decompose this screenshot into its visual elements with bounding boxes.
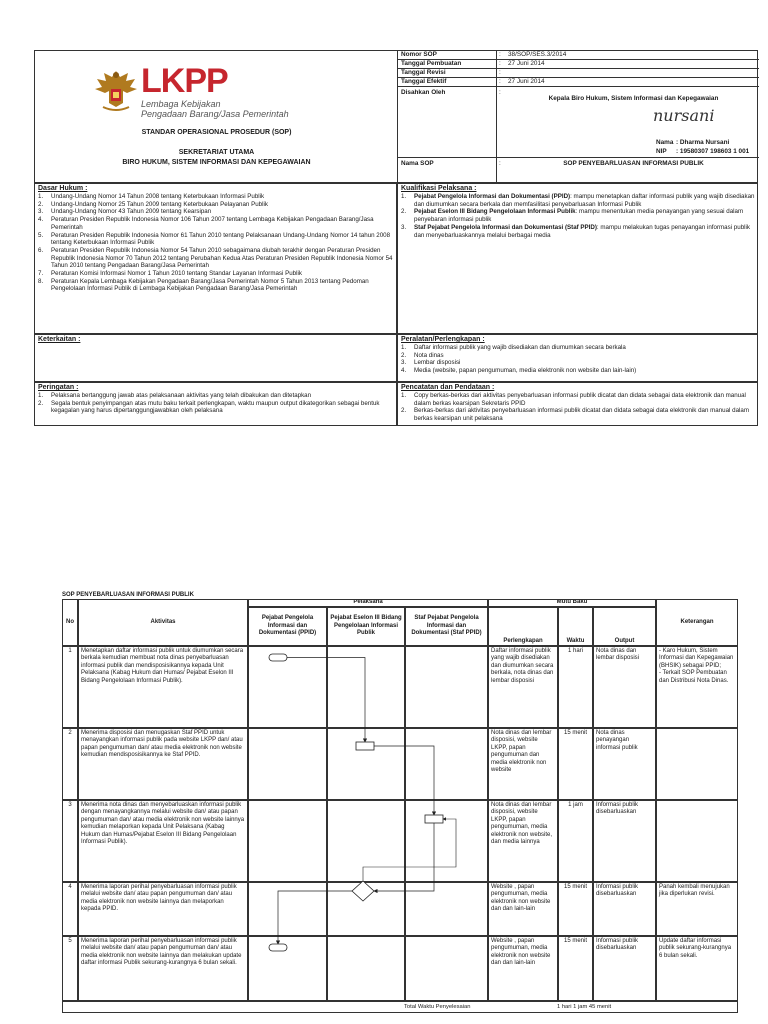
row-output: Informasi publik disebarluaskan	[593, 882, 656, 936]
approver-title: Kepala Biro Hukum, Sistem Informasi dan Kepegawaian	[548, 95, 719, 102]
item-text: Berkas-berkas dari aktivitas penyebarluasan informasi publik dicatat dan didata sebagai data elektronik dan manual dalam berkas kearsipan unit pelaksana	[414, 407, 750, 423]
peringatan-item	[38, 400, 396, 415]
row-waktu: 15 menit	[558, 882, 593, 936]
pencatatan-title: Pencatatan dan Pendataan :	[401, 384, 495, 391]
item-text: Lembar disposisi	[414, 359, 461, 367]
row-no: 5	[62, 936, 78, 1001]
dasar-hukum-item	[38, 270, 396, 278]
row-keterangan: Panah kembali menujukan jika diperlukan revisi.	[656, 882, 738, 936]
kualifikasi-section	[397, 183, 758, 334]
item-text: Media (website, papan pengumuman, media elektronik non website dan lain-lain)	[414, 367, 637, 375]
item-text: Segala bentuk penyimpangan atas mutu baku terkait perlengkapan, waktu maupun output dikategorikan sebagai bentuk kegagalan yang harus dipertanggungjawabkan oleh pelaksana	[51, 399, 380, 415]
col-mutu-baku: Mutu Baku	[488, 599, 656, 607]
pencatatan-item	[401, 407, 757, 422]
dasar-hukum-title: Dasar Hukum :	[38, 185, 88, 192]
row-perlengkapan: Nota dinas dan lembar disposisi, website LKPP, papan pengumuman, media elektronik non website, dan media lainnya	[488, 800, 558, 882]
meta-label: Tanggal Revisi	[401, 69, 446, 76]
row-lane	[248, 936, 327, 1001]
col-pelaksana: Pelaksana	[248, 599, 488, 607]
row-keterangan	[656, 728, 738, 800]
row-lane	[327, 882, 405, 936]
row-lane	[405, 882, 488, 936]
approver-name: : Dharma Nursani	[676, 139, 730, 146]
row-lane	[405, 646, 488, 728]
item-number: 1.	[401, 344, 407, 351]
meta-label: Nama SOP	[401, 160, 434, 167]
item-number: 2.	[38, 399, 44, 407]
total-row	[62, 1001, 738, 1013]
row-lane	[327, 936, 405, 1001]
approver-nip: : 19580307 198603 1 001	[676, 148, 750, 155]
col-aktivitas: Aktivitas	[78, 599, 248, 646]
pencatatan-list	[398, 392, 757, 423]
kualifikasi-item	[401, 208, 757, 223]
row-lane	[405, 728, 488, 800]
kualifikasi-item	[401, 193, 757, 208]
item-number: 7.	[38, 270, 44, 278]
dasar-hukum-item	[38, 193, 396, 201]
meta-label: Tanggal Pembuatan	[401, 60, 462, 67]
meta-colon: :	[496, 69, 501, 77]
row-no: 2	[62, 728, 78, 800]
item-number: 1.	[38, 392, 44, 399]
row-aktivitas: Menerima disposisi dan menugaskan Staf PPID untuk menayangkan informasi publik pada website LKPP dan/ atau papan pengumuman dan/ atau media elektronik non website kemudian mendisposisikannya ke Staf PPID.	[78, 728, 248, 800]
meta-colon: :	[496, 78, 501, 86]
peralatan-item	[401, 344, 757, 352]
row-perlengkapan: Website , papan pengumuman, media elektronik non website dan dan lain-lain	[488, 882, 558, 936]
row-waktu: 15 menit	[558, 936, 593, 1001]
row-keterangan: Update daftar informasi publik sekurang-kurangnya 6 bulan sekali.	[656, 936, 738, 1001]
row-output: Nota dinas dan lembar disposisi	[593, 646, 656, 728]
peralatan-title: Peralatan/Perlengkapan :	[401, 336, 485, 343]
item-number: 4.	[401, 367, 407, 375]
row-lane	[248, 646, 327, 728]
item-number: 2.	[401, 351, 407, 359]
kualifikasi-list	[398, 193, 757, 239]
item-text: : mampu melakukan tugas penayangan informasi publik dan menyebarluaskannya melalui berbagai media	[414, 223, 750, 239]
dasar-hukum-item	[38, 247, 396, 270]
row-keterangan: - Karo Hukum, Sistem Informasi dan Kepegawaian (BHSIK) sebagai PPID; - Terkait SOP Pembuatan dan Distribusi Nota Dinas.	[656, 646, 738, 728]
meta-efektif-value: 27 Juni 2014	[508, 78, 545, 85]
col-perlengkapan: Perlengkapan	[488, 607, 558, 646]
item-role: Staf Pejabat Pengelola Informasi dan Dokumentasi (Staf PPID)	[414, 223, 597, 231]
row-aktivitas: Menerima nota dinas dan menyebarluaskan informasi publik dengan menayangkannya melalui website dan/ atau papan pengumuman dan/ atau media elektronik non website lainnya kemudian melaporkan kepada Unit Pelaksana (Kabag Hukum dan Humas/Pejabat Eselon III Bidang Pengelolaan Informasi Publik).	[78, 800, 248, 882]
row-lane	[327, 800, 405, 882]
row-keterangan	[656, 800, 738, 882]
row-output: Informasi publik disebarluaskan	[593, 800, 656, 882]
item-text: Pelaksana bertanggung jawab atas pelaksanaan aktivitas yang telah dibakukan dan ditetapkan	[51, 392, 312, 399]
item-number: 1.	[401, 193, 407, 200]
row-aktivitas: Menetapkan daftar informasi publik untuk diumumkan secara berkala kemudian membuat nota dinas penyebarluasan informasi publik dan mendisposisikannya kepada Unit Pelaksana (Kabag Hukum dan Humas/ Pejabat Eselon III Bidang Pengelolaan Informasi Publik).	[78, 646, 248, 728]
org-subtitle-1: Lembaga Kebijakan	[141, 99, 221, 109]
peringatan-item	[38, 392, 396, 400]
header-metadata	[398, 51, 759, 184]
unit-secretariat: SEKRETARIAT UTAMA	[178, 149, 255, 156]
meta-label: Nama	[656, 139, 674, 146]
sop-label: STANDAR OPERASIONAL PROSEDUR (SOP)	[141, 129, 292, 136]
header-identity	[35, 51, 398, 184]
dasar-hukum-item	[38, 201, 396, 209]
col-output: Output	[593, 607, 656, 646]
item-text: Undang-Undang Nomor 25 Tahun 2009 tentang Keterbukaan Pelayanan Publik	[51, 200, 268, 208]
item-number: 4.	[38, 216, 44, 224]
item-number: 6.	[38, 246, 44, 254]
peralatan-item	[401, 359, 757, 367]
item-text: Peraturan Komisi Informasi Nomor 1 Tahun 2010 tentang Standar Layanan Informasi Publik	[51, 270, 302, 278]
pencatatan-item	[401, 392, 757, 407]
dasar-hukum-item	[38, 278, 396, 293]
flow-table	[62, 599, 738, 1013]
keterkaitan-title: Keterkaitan :	[38, 336, 81, 343]
meta-pembuatan-value: 27 Juni 2014	[508, 60, 545, 67]
peringatan-section	[34, 382, 397, 426]
row-perlengkapan: Website , papan pengumuman, media elektronik non website dan dan lain-lain	[488, 936, 558, 1001]
item-text: : mampu menentukan media penayangan yang sesuai dalam penyebaran informasi publik	[414, 208, 744, 224]
item-text: : mampu menetapkan daftar informasi publik yang wajib disediakan dan diumumkan secara berkala dan memfasilitasi penyebarluasan Informasi Publik	[414, 193, 755, 208]
row-perlengkapan: Daftar informasi publik yang wajib disediakan dan diumumkan secara berkala, nota dinas dan lembar disposisi	[488, 646, 558, 728]
col-keterangan: Keterangan	[656, 599, 738, 646]
item-number: 1.	[401, 392, 407, 399]
total-label: Total Waktu Penyelesaian	[404, 1004, 471, 1010]
item-text: Copy berkas-berkas dari aktivitas penyebarluasan informasi publik dicatat dan didata sebagai data elektronik dan manual dalam berkas kearsipan Sekretaris PPID	[414, 392, 746, 407]
peralatan-item	[401, 352, 757, 360]
row-lane	[405, 800, 488, 882]
sop-name: SOP PENYEBARLUASAN INFORMASI PUBLIK	[563, 160, 704, 167]
org-subtitle-2: Pengadaan Barang/Jasa Pemerintah	[141, 109, 289, 119]
total-value: 1 hari 1 jam 45 menit	[557, 1004, 612, 1010]
meta-nomor-value: 38/SOP/SES.3/2014	[508, 51, 567, 58]
pencatatan-section	[397, 382, 758, 426]
row-waktu: 15 menit	[558, 728, 593, 800]
peralatan-section	[397, 334, 758, 382]
signature: nursani	[653, 106, 715, 125]
dasar-hukum-item	[38, 216, 396, 231]
meta-nomor-row	[398, 51, 759, 60]
garuda-emblem-icon	[93, 67, 139, 115]
item-text: Undang-Undang Nomor 43 Tahun 2009 tentang Kearsipan	[51, 208, 212, 216]
item-role: Pejabat Eselon III Bidang Pengelolaan Informasi Publik	[414, 208, 576, 216]
item-number: 3.	[401, 223, 407, 231]
row-output: Nota dinas penayangan informasi publik	[593, 728, 656, 800]
sop-header	[34, 50, 758, 183]
row-perlengkapan: Nota dinas dan lembar disposisi, website LKPP, papan pengumuman dan media elektronik non website	[488, 728, 558, 800]
item-text: Peraturan Presiden Republik Indonesia Nomor 54 Tahun 2010 sebagaimana diubah terakhir dengan Peraturan Presiden Republik Indonesia Nomor 70 Tahun 2012 tentang Perubahan Kedua Atas Peraturan Presiden Republik Indonesia Nomor 54 Tahun 2010 tentang Pengadaan Barang/Jasa Pemerintah	[51, 246, 393, 270]
item-number: 3.	[401, 359, 407, 367]
col-no: No	[62, 599, 78, 646]
flow-title: SOP PENYEBARLUASAN INFORMASI PUBLIK	[62, 592, 194, 598]
row-no: 4	[62, 882, 78, 936]
row-lane	[248, 800, 327, 882]
row-lane	[327, 728, 405, 800]
meta-efektif-row	[398, 78, 759, 87]
item-text: Undang-Undang Nomor 14 Tahun 2008 tentang Keterbukaan Informasi Publik	[51, 193, 265, 200]
meta-label: NIP	[656, 148, 667, 155]
item-number: 1.	[38, 193, 44, 200]
meta-disahkan-row	[398, 87, 759, 158]
row-aktivitas: Menerima laporan perihal penyebarluasan informasi publik melalui website dan/ atau papan pengumuman dan/ atau media elektronik non website lainnya dan melakukan update daftar informasi Publik sekurang-kurangnya 6 bulan sekali.	[78, 936, 248, 1001]
row-output: Informasi publik disebarluaskan	[593, 936, 656, 1001]
peralatan-list	[398, 344, 757, 375]
item-text: Peraturan Kepala Lembaga Kebijakan Pengadaan Barang/Jasa Pemerintah Nomor 5 Tahun 2013 tentang Pedoman Pengelolaan Informasi Publik di Lembaga Kebijakan Pengadaan Barang/Jasa Pemerintah	[51, 277, 369, 293]
unit-bureau: BIRO HUKUM, SISTEM INFORMASI DAN KEPEGAWAIAN	[122, 159, 311, 166]
item-number: 2.	[38, 200, 44, 208]
dasar-hukum-list	[35, 193, 396, 293]
meta-pembuatan-row	[398, 60, 759, 69]
dasar-hukum-item	[38, 232, 396, 247]
meta-colon: :	[496, 60, 501, 68]
row-no: 1	[62, 646, 78, 728]
item-number: 5.	[38, 231, 44, 239]
row-no: 3	[62, 800, 78, 882]
col-staf: Staf Pejabat Pengelola Informasi dan Dokumentasi (Staf PPID)	[405, 607, 488, 646]
meta-revisi-row	[398, 69, 759, 78]
row-lane	[405, 936, 488, 1001]
item-text: Peraturan Presiden Republik Indonesia Nomor 106 Tahun 2007 tentang Lembaga Kebijakan Pengadaan Barang/Jasa Pemerintah	[51, 216, 374, 231]
row-aktivitas: Menerima laporan perihal penyebarluasan informasi publik melalui website dan/ atau papan pengumuman dan/ atau media elektronik non website lainnya dan melaporkan kepada PPID.	[78, 882, 248, 936]
peringatan-list	[35, 392, 396, 415]
item-number: 8.	[38, 277, 44, 285]
dasar-hukum-item	[38, 208, 396, 216]
dasar-hukum-section	[34, 183, 397, 334]
meta-label: Tanggal Efektif	[401, 78, 447, 85]
meta-nama-sop-row	[398, 158, 759, 184]
peralatan-item	[401, 367, 757, 375]
keterkaitan-section	[34, 334, 397, 382]
org-logo-text: LKPP	[141, 62, 228, 100]
row-lane	[327, 646, 405, 728]
meta-colon: :	[496, 51, 501, 59]
col-waktu: Waktu	[558, 607, 593, 646]
row-lane	[248, 728, 327, 800]
kualifikasi-title: Kualifikasi Pelaksana :	[401, 185, 477, 192]
col-ppid: Pejabat Pengelola Informasi dan Dokumentasi (PPID)	[248, 607, 327, 646]
kualifikasi-item	[401, 224, 757, 239]
peringatan-title: Peringatan :	[38, 384, 79, 391]
item-number: 2.	[401, 208, 407, 216]
item-number: 2.	[401, 407, 407, 415]
item-text: Peraturan Presiden Republik Indonesia Nomor 61 Tahun 2010 tentang Pelaksanaan Undang-Undang Nomor 14 tahun 2008 tentang Keterbukaan Informasi Publik	[51, 231, 391, 247]
meta-label: Disahkan Oleh	[401, 89, 446, 96]
meta-label: Nomor SOP	[401, 51, 437, 58]
row-waktu: 1 hari	[558, 646, 593, 728]
item-role: Pejabat Pengelola Informasi dan Dokumentasi (PPID)	[414, 193, 571, 200]
item-text: Nota dinas	[414, 351, 444, 359]
meta-colon: :	[496, 87, 501, 157]
row-waktu: 1 jam	[558, 800, 593, 882]
col-eselon: Pejabat Eselon III Bidang Pengelolaan Informasi Publik	[327, 607, 405, 646]
item-number: 3.	[38, 208, 44, 216]
meta-colon: :	[496, 158, 501, 184]
row-lane	[248, 882, 327, 936]
item-text: Daftar informasi publik yang wajib disediakan dan diumumkan secara berkala	[414, 344, 626, 351]
